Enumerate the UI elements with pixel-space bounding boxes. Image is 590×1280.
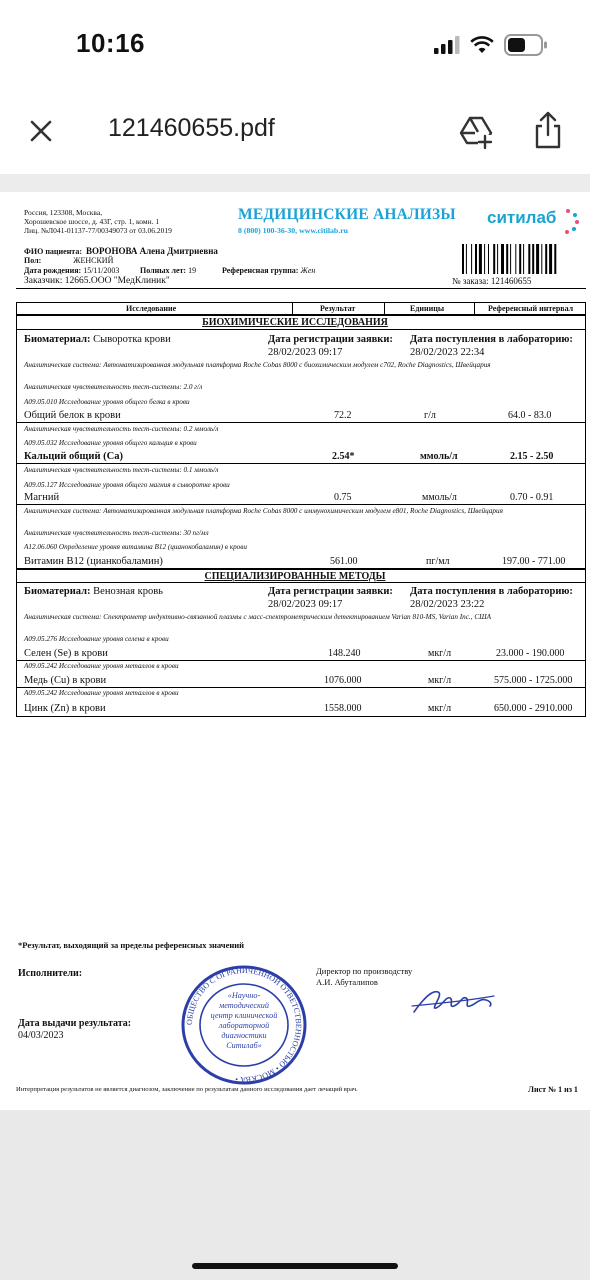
reference-group: Референсная группа: Жен: [222, 266, 316, 275]
test-result-flagged: 2.54*: [332, 451, 355, 462]
header-result: Результат: [320, 304, 356, 313]
received-date-label: Дата поступления в лабораторию:: [410, 334, 573, 345]
test-name: Медь (Cu) в крови: [24, 675, 107, 686]
svg-text:Ситилаб»: Ситилаб»: [226, 1041, 262, 1050]
signal-icon: [434, 36, 460, 54]
row-rule: [16, 463, 586, 464]
director: Директор по производству А.И. Абуталипов: [316, 966, 413, 987]
sensitivity: Аналитическая чувствительность тест-системы: 0.1 ммоль/л: [24, 466, 219, 474]
close-icon[interactable]: [26, 116, 56, 146]
row-rule: [16, 660, 586, 661]
test-ref: 575.000 - 1725.000: [494, 675, 573, 686]
customer: Заказчик: 12665.ООО "МедКлиник": [24, 276, 170, 286]
test-ref: 0.70 - 0.91: [510, 492, 554, 503]
biomaterial: Биоматериал: Сыворотка крови: [24, 334, 171, 345]
received-date-label: Дата поступления в лабораторию:: [410, 586, 573, 597]
test-ref: 64.0 - 83.0: [508, 410, 552, 421]
biomaterial: Биоматериал: Венозная кровь: [24, 586, 163, 597]
svg-text:лабораторной: лабораторной: [218, 1021, 270, 1030]
citilab-logo: ситилаб: [487, 208, 557, 227]
section1-title: БИОХИМИЧЕСКИЕ ИССЛЕДОВАНИЯ: [202, 317, 388, 328]
col-divider: [474, 302, 475, 315]
test-name: Витамин B12 (цианкобаламин): [24, 556, 163, 567]
section2-title-rule: [16, 582, 586, 583]
test-code: A12.06.060 Определение уровня витамина B12 (цианокобаламин) в крови: [24, 543, 247, 551]
sheet-number: Лист № 1 из 1: [528, 1085, 578, 1094]
lab-phone: 8 (800) 100-36-30, www.citilab.ru: [238, 226, 349, 235]
section2-title: СПЕЦИАЛИЗИРОВАННЫЕ МЕТОДЫ: [204, 571, 386, 582]
logo-dots-icon: [556, 208, 580, 234]
document-filename: 121460655.pdf: [108, 114, 275, 142]
home-indicator[interactable]: [192, 1263, 398, 1269]
battery-icon: [504, 34, 548, 56]
reg-date-label: Дата регистрации заявки:: [268, 586, 393, 597]
sensitivity: Аналитическая чувствительность тест-системы: 30 пг/мл: [24, 529, 209, 537]
test-units: мкг/л: [428, 648, 452, 659]
test-name: Селен (Se) в крови: [24, 648, 108, 659]
lab-address: Россия, 123308, Москва, Хорошевское шоссе, д. 43Г, стр. 1, комн. 1 Лиц. №Л041-01137-77/00349073 от 03.06.2019: [24, 208, 172, 235]
test-ref: 197.00 - 771.00: [502, 556, 566, 567]
lab-title: МЕДИЦИНСКИЕ АНАЛИЗЫ: [238, 206, 456, 223]
test-code: A09.05.127 Исследование уровня общего магния в сыворотке крови: [24, 481, 230, 489]
svg-text:«Научно-: «Научно-: [227, 991, 261, 1000]
status-time: 10:16: [76, 28, 145, 58]
analytic-system: Аналитическая система: Автоматизированная модульная платформа Roche Cobas 8000 с биохимическим модулем с702, Roche Diagnostics, Швейцария: [24, 361, 491, 369]
test-name: Цинк (Zn) в крови: [24, 703, 106, 714]
test-code: A09.05.032 Исследование уровня общего кальция в крови: [24, 439, 197, 447]
test-code: A09.05.242 Исследование уровня металлов в крови: [24, 662, 179, 670]
col-divider: [292, 302, 293, 315]
row-rule: [16, 504, 586, 505]
svg-text:центр клинической: центр клинической: [210, 1011, 278, 1020]
row-rule: [16, 422, 586, 423]
patient-age: Полных лет: 19: [140, 266, 197, 275]
test-result: 1558.000: [324, 703, 362, 714]
test-name: Магний: [24, 492, 60, 503]
reg-date-value: 28/02/2023 09:17: [268, 347, 343, 358]
sensitivity: Аналитическая чувствительность тест-системы: 2.0 г/л: [24, 383, 203, 391]
test-units: г/л: [424, 410, 436, 421]
order-number: № заказа: 121460655: [452, 276, 532, 286]
out-of-range-footnote: *Результат, выходящий за пределы референсных значений: [18, 940, 245, 950]
header-test: Исследование: [126, 304, 177, 313]
header-units: Единицы: [410, 304, 445, 313]
barcode: [462, 244, 574, 274]
test-units: мкг/л: [428, 675, 452, 686]
svg-text:методический: методический: [219, 1001, 269, 1010]
disclaimer: Интерпретация результатов не является диагнозом, заключение по результатам данного исследования дает лечащий врач.: [16, 1086, 358, 1093]
patient-name: ФИО пациента: ВОРОНОВА Алена Дмитриевна: [24, 246, 218, 256]
test-ref: 23.000 - 190.000: [496, 648, 565, 659]
executors-label: Исполнители:: [18, 968, 83, 979]
test-units: ммоль/л: [420, 451, 458, 462]
wifi-icon: [470, 36, 494, 54]
clinic-stamp: [180, 964, 308, 1086]
add-to-drive-icon[interactable]: [458, 114, 494, 150]
share-icon[interactable]: [532, 110, 564, 150]
viewer-background-top: [0, 174, 590, 194]
test-code: A09.05.276 Исследование уровня селена в крови: [24, 635, 169, 643]
sensitivity: Аналитическая чувствительность тест-системы: 0.2 ммоль/л: [24, 425, 219, 433]
viewer-toolbar: [0, 90, 590, 174]
header-rule: [16, 288, 586, 289]
svg-text:ОБЩЕСТВО С ОГРАНИЧЕННОЙ ОТВЕТС: ОБЩЕСТВО С ОГРАНИЧЕННОЙ ОТВЕТСТВЕННОСТЬЮ • МОСКВА •: [184, 965, 304, 1085]
reg-date-value: 28/02/2023 09:17: [268, 599, 343, 610]
test-units: пг/мл: [426, 556, 450, 567]
test-result: 0.75: [334, 492, 352, 503]
section1-title-rule: [16, 329, 586, 330]
test-name: Кальций общий (Ca): [24, 451, 123, 462]
test-result: 72.2: [334, 410, 352, 421]
test-result: 148.240: [328, 648, 361, 659]
patient-sex: Пол: ЖЕНСКИЙ: [24, 256, 114, 265]
col-divider: [384, 302, 385, 315]
director-signature: [410, 984, 496, 1020]
test-ref: 2.15 - 2.50: [510, 451, 554, 462]
received-date-value: 28/02/2023 22:34: [410, 347, 485, 358]
test-ref: 650.000 - 2910.000: [494, 703, 573, 714]
test-code: A09.05.242 Исследование уровня металлов в крови: [24, 689, 179, 697]
row-rule: [16, 687, 586, 688]
reg-date-label: Дата регистрации заявки:: [268, 334, 393, 345]
analytic-system: Аналитическая система: Спектрометр индуктивно-связанной плазмы с масс-спектрометрическим детектированием Varian 810-MS, Varian Inc., США: [24, 613, 492, 621]
test-code: A09.05.010 Исследование уровня общего белка в крови: [24, 398, 190, 406]
test-result: 561.00: [330, 556, 358, 567]
header-ref: Референсный интервал: [488, 304, 574, 313]
test-units: мкг/л: [428, 703, 452, 714]
status-icons: [434, 34, 548, 56]
test-name: Общий белок в крови: [24, 410, 121, 421]
patient-dob: Дата рождения: 15/11/2003: [24, 266, 120, 275]
analytic-system: Аналитическая система: Автоматизированная модульная платформа Roche Cobas 8000 с иммунохимическим модулем е801, Roche Diagnostics, Швейцария: [24, 507, 503, 515]
test-units: ммоль/л: [422, 492, 457, 503]
received-date-value: 28/02/2023 23:22: [410, 599, 485, 610]
test-result: 1076.000: [324, 675, 362, 686]
status-bar: [0, 0, 590, 90]
issue-date: Дата выдачи результата: 04/03/2023: [18, 1018, 132, 1041]
svg-text:диагностики: диагностики: [221, 1031, 267, 1040]
